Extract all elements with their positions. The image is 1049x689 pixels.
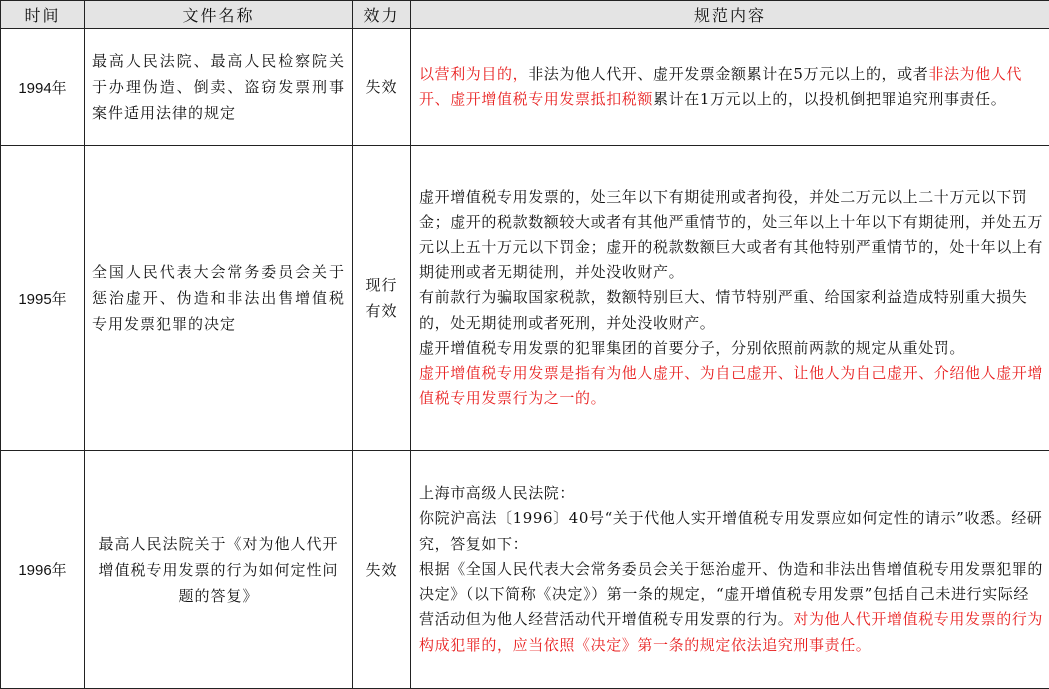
cell-status: 失效 [353,451,411,689]
column-header-content: 规范内容 [411,1,1049,29]
cell-content [411,146,1049,451]
cell-content [411,29,1049,146]
highlighted-text: 非法为他人代开、虚开增值税专用发票抵扣税额 [419,65,1022,108]
cell-document-name: 全国人民代表大会常务委员会关于惩治虚开、伪造和非法出售增值税专用发票犯罪的决定 [85,146,353,451]
content-text: 非法为他人代开、虚开发票金额累计在5万元以上的，或者 [528,65,928,83]
cell-time: 1995年 [1,146,85,451]
highlighted-text: 对为他人代开增值税专用发票的行为构成犯罪的，应当依照《决定》第一条的规定依法追究刑事责任。 [419,610,1043,653]
highlighted-text: 以营利为目的， [419,65,528,83]
content-paragraph: 虚开增值税专用发票的，处三年以下有期徒刑或者拘役，并处二万元以上二十万元以下罚金；虚开的税款数额较大或者有其他严重情节的，处三年以上十年以下有期徒刑，并处五万元以上五十万元以下罚金；虚开的税款数额巨大或者有其他特别严重情节的，处十年以上有期徒刑或者无期徒刑，并处没收财产。 [419,185,1043,286]
cell-content [411,451,1049,689]
header-row [1,1,1049,29]
cell-time: 1994年 [1,29,85,146]
column-header-status: 效力 [353,1,411,29]
content-text: 累计在1万元以上的，以投机倒把罪追究刑事责任。 [653,90,1006,108]
highlighted-paragraph: 虚开增值税专用发票是指有为他人虚开、为自己虚开、让他人为自己虚开、介绍他人虚开增值税专用发票行为之一的。 [419,361,1043,411]
content-paragraph: 上海市高级人民法院： [419,481,1043,506]
table-row-1995 [1,146,1049,451]
column-header-name: 文件名称 [85,1,353,29]
status-text: 现行有效 [365,272,398,324]
content-paragraph: 你院沪高法〔1996〕40号“关于代他人实开增值税专用发票应如何定性的请示”收悉。经研究，答复如下： [419,506,1043,556]
content-paragraph: 有前款行为骗取国家税款，数额特别巨大、情节特别严重、给国家利益造成特别重大损失的，处无期徒刑或者死刑，并处没收财产。 [419,285,1043,335]
content-text: 根据《全国人民代表大会常务委员会关于惩治虚开、伪造和非法出售增值税专用发票犯罪的决定》（以下简称《决定》）第一条的规定，“虚开增值税专用发票”包括自己未进行实际经营活动但为他人经营活动代开增值税专用发票的行为。 [419,560,1043,628]
content-paragraph [419,557,1043,658]
table-row-1996 [1,451,1049,689]
cell-status: 失效 [353,29,411,146]
cell-document-name: 最高人民法院关于《对为他人代开增值税专用发票的行为如何定性问题的答复》 [85,451,353,689]
column-header-time: 时间 [1,1,85,29]
cell-status [353,146,411,451]
cell-document-name: 最高人民法院、最高人民检察院关于办理伪造、倒卖、盗窃发票刑事案件适用法律的规定 [85,29,353,146]
cell-time: 1996年 [1,451,85,689]
content-paragraph: 虚开增值税专用发票的犯罪集团的首要分子，分别依照前两款的规定从重处罚。 [419,336,1043,361]
table-row-1994 [1,29,1049,146]
